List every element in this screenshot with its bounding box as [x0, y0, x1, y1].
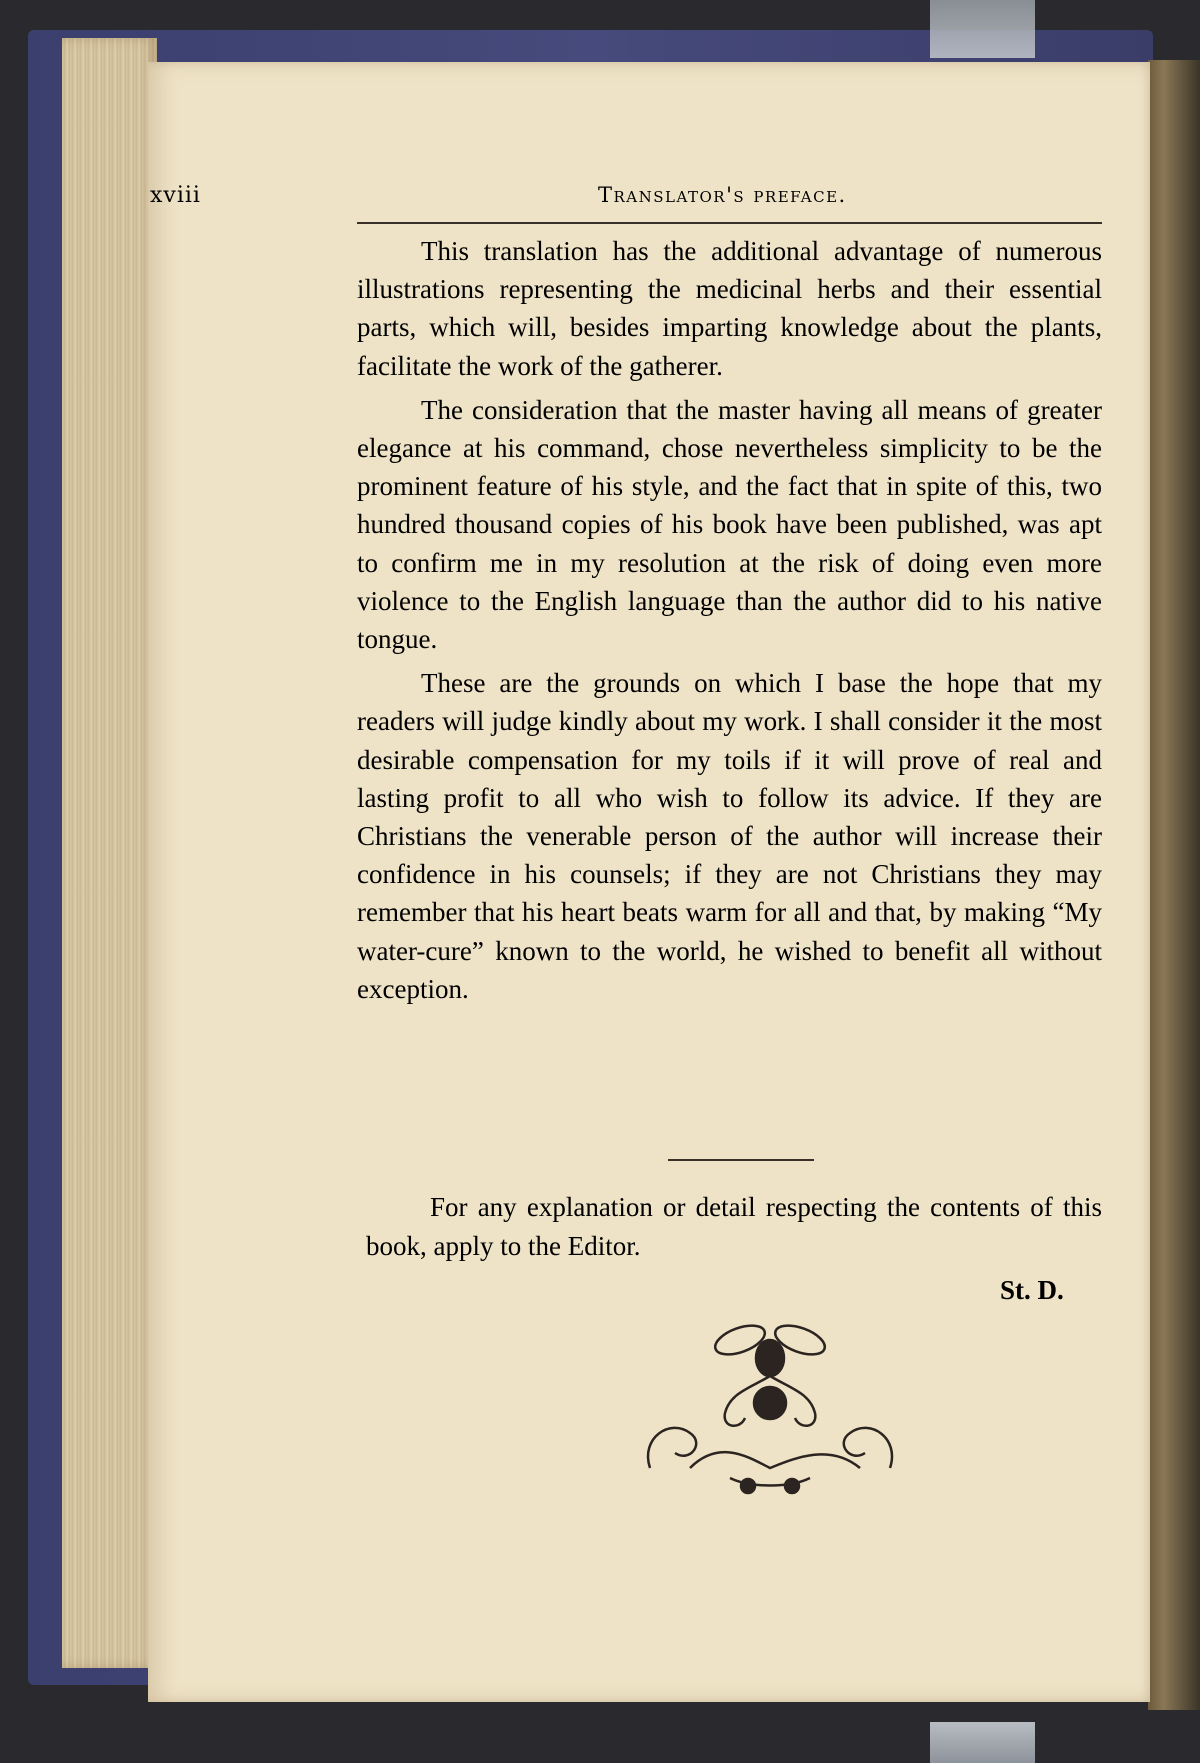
body-text	[357, 232, 1102, 1014]
page-number: xviii	[150, 183, 201, 208]
paragraph: The consideration that the master having all means of greater elegance at his command, chose nevertheless simplicity to be the prominent feature of his style, and the fact that in spite of this, two hundred thousand copies of his book have been published, was apt to confirm me in my resolution at the risk of doing even more violence to the English language than the author did to his native tongue.	[357, 394, 1102, 655]
holder-clip-top	[930, 0, 1035, 58]
paragraph: These are the grounds on which I base the hope that my readers will judge kindly about my work. I shall consider it the most desirable compensation for my toils if it will prove of real and lasting profit to all who wish to follow its advice. If they are Christians the venerable person of the author will increase their confidence in his counsels; if they are not Christians they may remember that his heart beats warm for all and that, by making “My water-cure” known to the world, he wished to benefit all without exception.	[357, 668, 1102, 1004]
bee-and-floral-scroll-icon	[630, 1318, 910, 1498]
postscript	[366, 1188, 1102, 1272]
signature: St. D.	[1000, 1275, 1064, 1305]
header-rule	[357, 222, 1102, 224]
facing-page-edge	[1148, 60, 1200, 1710]
holder-clip-bottom	[930, 1722, 1035, 1763]
page-edges	[62, 38, 157, 1668]
section-divider	[668, 1159, 814, 1161]
postscript-note: For any explanation or detail respecting the contents of this book, apply to the Editor.	[366, 1192, 1102, 1261]
running-head: Translator's preface.	[598, 183, 847, 207]
paragraph: This translation has the additional advantage of numerous illustrations representing the medicinal herbs and their essential parts, which will, besides imparting knowledge about the plants, facilitate the work of the gatherer.	[357, 236, 1102, 381]
